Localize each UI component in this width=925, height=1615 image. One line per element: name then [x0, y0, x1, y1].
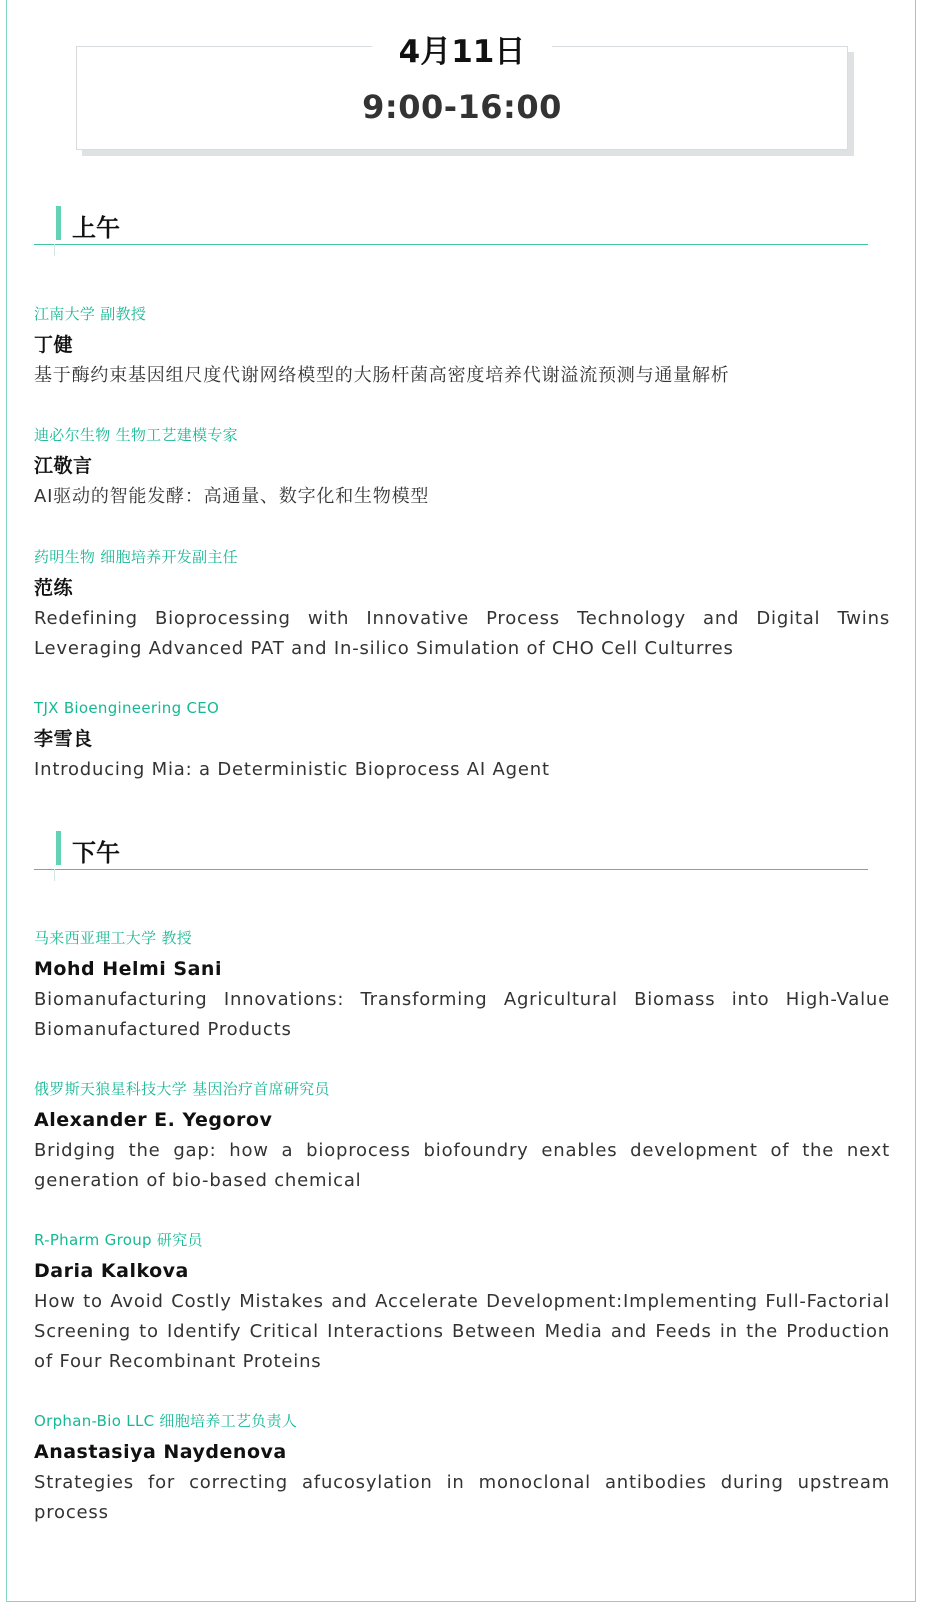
talk-topic: Introducing Mia: a Deterministic Bioprocess AI Agent: [34, 759, 550, 780]
speaker-name: Mohd Helmi Sani: [34, 958, 222, 980]
section-divider: [34, 244, 868, 245]
date-title: 4月11日: [372, 30, 552, 74]
talk-topic: AI驱动的智能发酵：高通量、数字化和生物模型: [34, 486, 430, 507]
section-header-morning: [34, 206, 868, 256]
speaker-name: Alexander E. Yegorov: [34, 1109, 273, 1131]
speaker-name: 范练: [34, 577, 74, 599]
speaker-affiliation: Orphan-Bio LLC 细胞培养工艺负责人: [34, 1412, 298, 1430]
talk-item: [34, 303, 890, 391]
talk-topic: Strategies for correcting afucosylation in monoclonal antibodies during upstream process: [34, 1472, 890, 1523]
section-accent-bar: [56, 206, 61, 240]
talk-topic: Redefining Bioprocessing with Innovative Process Technology and Digital Twins Leveraging Advanced PAT and In-silico Simulation of CHO Cell Culturres: [34, 608, 890, 659]
talk-item: [34, 546, 890, 664]
section-divider: [34, 869, 868, 870]
section-header-afternoon: [34, 831, 868, 881]
speaker-name: Daria Kalkova: [34, 1260, 189, 1282]
talk-item: [34, 927, 890, 1045]
speaker-name: 江敬言: [34, 455, 93, 477]
speaker-affiliation: 迪必尔生物 生物工艺建模专家: [34, 426, 238, 444]
section-title: 下午: [72, 839, 120, 867]
talk-item: [34, 1229, 890, 1377]
section-title: 上午: [72, 214, 120, 242]
divider-tick: [54, 244, 55, 256]
speaker-name: 丁健: [34, 334, 74, 356]
talk-item: [34, 697, 890, 785]
talk-item: [34, 424, 890, 512]
speaker-name: 李雪良: [34, 728, 93, 750]
speaker-affiliation: TJX Bioengineering CEO: [34, 699, 220, 717]
talk-topic: Bridging the gap: how a bioprocess biofoundry enables development of the next generation of bio-based chemical: [34, 1140, 890, 1191]
speaker-affiliation: 江南大学 副教授: [34, 305, 147, 323]
time-range: 9:00-16:00: [362, 88, 562, 126]
talk-item: [34, 1078, 890, 1196]
speaker-affiliation: 药明生物 细胞培养开发副主任: [34, 548, 238, 566]
talk-topic: How to Avoid Costly Mistakes and Accelerate Development:Implementing Full-Factorial Screening to Identify Critical Interactions Between Media and Feeds in the Production of Four Recombinant Proteins: [34, 1291, 890, 1372]
speaker-affiliation: 俄罗斯天狼星科技大学 基因治疗首席研究员: [34, 1080, 330, 1098]
talk-topic: Biomanufacturing Innovations: Transforming Agricultural Biomass into High-Value Biomanufactured Products: [34, 989, 890, 1040]
speaker-affiliation: R-Pharm Group 研究员: [34, 1231, 203, 1249]
section-accent-bar: [56, 831, 61, 865]
divider-tick: [54, 869, 55, 881]
speaker-name: Anastasiya Naydenova: [34, 1441, 287, 1463]
talk-item: [34, 1410, 890, 1528]
talk-topic: 基于酶约束基因组尺度代谢网络模型的大肠杆菌高密度培养代谢溢流预测与通量解析: [34, 365, 730, 386]
speaker-affiliation: 马来西亚理工大学 教授: [34, 929, 193, 947]
